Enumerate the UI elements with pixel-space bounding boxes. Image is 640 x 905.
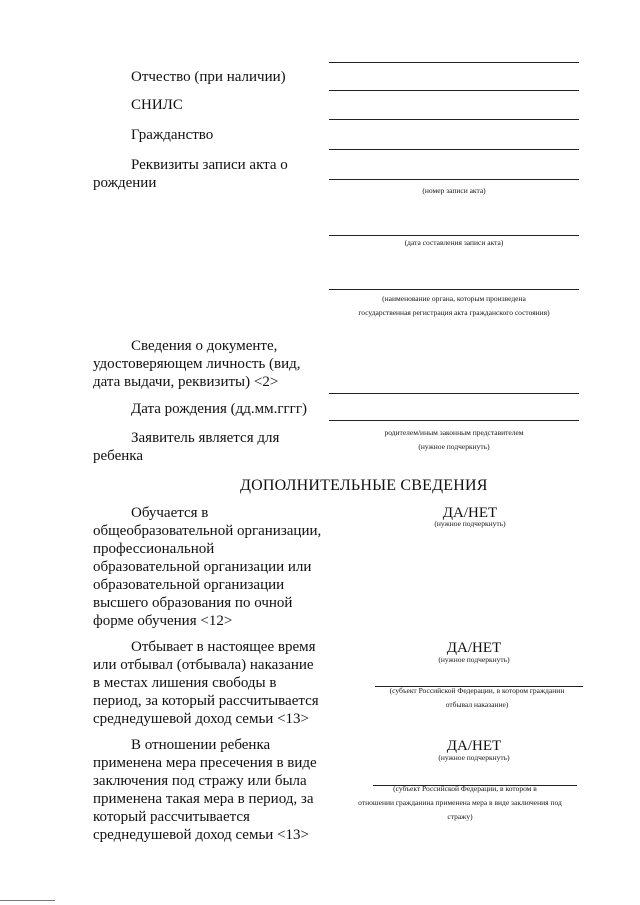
patronymic-input-line[interactable] (329, 90, 579, 91)
education-line-3: профессиональной (93, 541, 215, 557)
applicant-option[interactable]: родителем/иным законным представителем (384, 428, 524, 437)
snils-label: СНИЛС (131, 97, 183, 113)
imprisonment-yes-no[interactable]: ДА/НЕТ (446, 640, 502, 656)
custody-yes-no[interactable]: ДА/НЕТ (446, 738, 502, 754)
education-yes-no[interactable]: ДА/НЕТ (442, 505, 498, 521)
registry-body-hint-line2: государственная регистрация акта гражданского состояния) (358, 308, 550, 317)
education-line-7: форме обучения <12> (93, 613, 233, 629)
education-line-5: образовательной организации (93, 577, 285, 593)
top-line (329, 62, 579, 63)
imprisonment-line-5: среднедушевой доход семьи <13> (93, 711, 309, 727)
record-date-input-line[interactable] (329, 235, 579, 236)
applicant-hint: (нужное подчеркнуть) (418, 442, 490, 451)
custody-line-2: применена мера пресечения в виде (93, 755, 317, 771)
custody-line-3: заключения под стражу или была (93, 773, 307, 789)
registry-body-hint-line1: (наименование органа, которым произведена (382, 294, 526, 303)
snils-input-line[interactable] (329, 119, 579, 120)
custody-line-6: среднедушевой доход семьи <13> (93, 827, 309, 843)
imprisonment-line-1: Отбывает в настоящее время (131, 639, 316, 655)
birth-record-label-line2: рождении (93, 175, 157, 191)
record-date-hint: (дата составления записи акта) (404, 238, 504, 247)
education-hint: (нужное подчеркнуть) (434, 519, 506, 528)
custody-line-4: применена такая мера в период, за (93, 791, 314, 807)
citizenship-input-line[interactable] (329, 149, 579, 150)
education-line-2: общеобразовательной организации, (93, 523, 322, 539)
custody-region-hint-line2: отношении гражданина применена мера в виде заключения под (358, 798, 562, 807)
custody-hint: (нужное подчеркнуть) (438, 753, 510, 762)
id-document-input-line[interactable] (329, 393, 579, 394)
applicant-label-line2: ребенка (93, 448, 143, 464)
custody-region-hint-line1: (субъект Российской Федерации, в котором в (393, 784, 537, 793)
registry-body-input-line[interactable] (329, 289, 579, 290)
birth-record-label-line1: Реквизиты записи акта о (131, 157, 288, 173)
custody-line-1: В отношении ребенка (131, 737, 271, 753)
imprisonment-line-2: или отбывал (отбывала) наказание (93, 657, 314, 673)
custody-region-hint-line3: стражу) (447, 812, 473, 821)
id-document-label-line3: дата выдачи, реквизиты) <2> (93, 374, 279, 390)
applicant-label-line1: Заявитель является для (131, 430, 280, 446)
education-line-4: образовательной организации или (93, 559, 312, 575)
citizenship-label: Гражданство (131, 127, 214, 143)
education-line-1: Обучается в (131, 505, 209, 521)
additional-heading: ДОПОЛНИТЕЛЬНЫЕ СВЕДЕНИЯ (240, 477, 488, 494)
id-document-label-line2: удостоверяющем личность (вид, (93, 356, 301, 372)
imprisonment-line-4: период, за который рассчитывается (93, 693, 319, 709)
id-document-label-line1: Сведения о документе, (131, 338, 278, 354)
custody-line-5: который рассчитывается (93, 809, 250, 825)
imprisonment-hint: (нужное подчеркнуть) (438, 655, 510, 664)
imprisonment-region-hint-line1: (субъект Российской Федерации, в котором гражданин (389, 686, 565, 695)
education-line-6: высшего образования по очной (93, 595, 293, 611)
birth-date-label: Дата рождения (дд.мм.гггг) (131, 401, 307, 417)
imprisonment-region-hint-line2: отбывал наказание) (445, 700, 509, 709)
record-number-input-line[interactable] (329, 179, 579, 180)
footer-rule (0, 900, 55, 901)
record-number-hint: (номер записи акта) (422, 186, 486, 195)
imprisonment-line-3: в местах лишения свободы в (93, 675, 277, 691)
birth-date-input-line[interactable] (329, 420, 579, 421)
patronymic-label: Отчество (при наличии) (131, 69, 286, 85)
